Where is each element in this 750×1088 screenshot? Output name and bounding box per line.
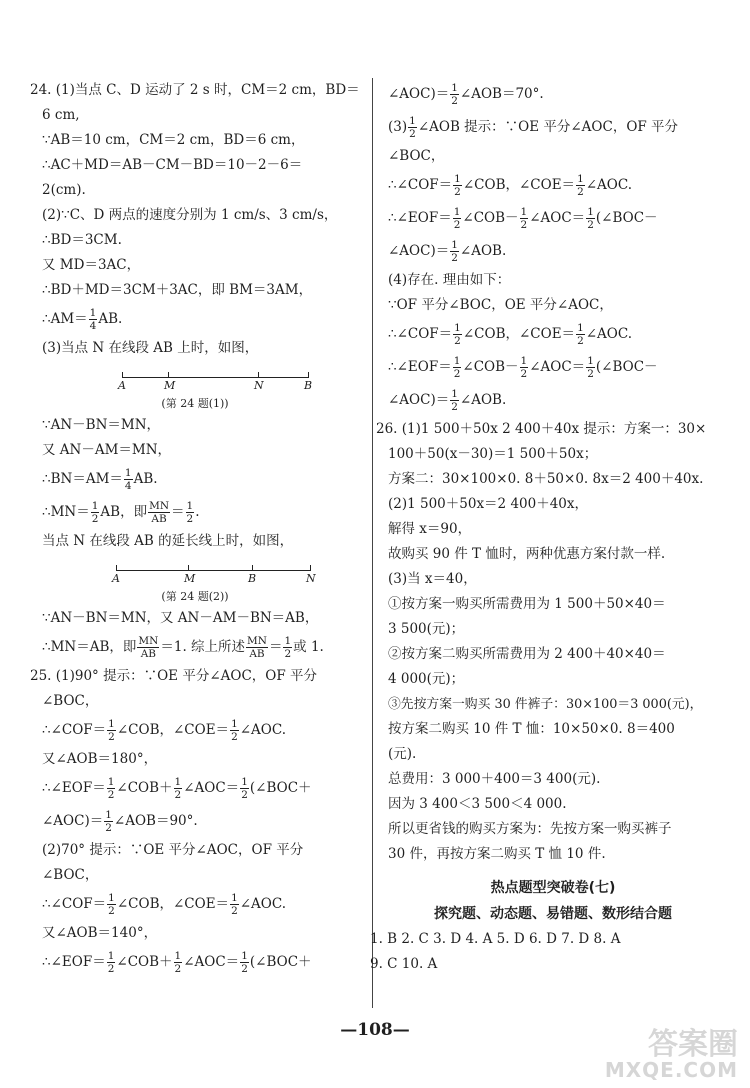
text-line: 因为 3 400＜3 500＜4 000. <box>388 796 567 812</box>
frac-den: 2 <box>231 905 238 917</box>
frac-num: 1 <box>108 892 115 904</box>
text-line: ∠BOC， <box>388 148 445 164</box>
text-line: ∵AN－BN＝MN， <box>42 417 161 433</box>
math-line <box>388 355 718 380</box>
text-line: ②按方案二购买所需费用为 2 400＋40×40＝ <box>388 646 666 662</box>
math-line <box>30 718 360 743</box>
text-span: ∴AM＝ <box>42 311 88 327</box>
text-span: ∠COB，∠COE＝ <box>462 326 576 342</box>
frac-num: 1 <box>174 776 182 788</box>
fraction <box>453 206 462 231</box>
text-line: 4 000(元)； <box>388 671 465 687</box>
frac-num: 1 <box>241 776 248 788</box>
math-line <box>30 809 360 834</box>
text-span: (∠BOC＋ <box>249 954 312 970</box>
fraction <box>137 635 159 660</box>
frac-den: 4 <box>89 320 97 332</box>
fraction <box>450 239 459 264</box>
text-line: 6 cm, <box>42 107 80 123</box>
text-span: ∠COB＋ <box>116 780 173 796</box>
point-label-a: A <box>112 572 120 585</box>
answer-key-line: 1. B 2. C 3. D 4. A 5. D 6. D 7. D 8. A <box>370 931 621 947</box>
text-line: 25. (1)90° 提示：∵OE 平分∠AOC，OF 平分 <box>30 668 317 684</box>
text-line: 当点 N 在线段 AB 的延长线上时，如图， <box>42 533 294 549</box>
fraction <box>586 206 595 231</box>
text-span: ∠AOC. <box>585 326 633 342</box>
text-span: ∴∠COF＝ <box>388 177 453 193</box>
frac-den: 2 <box>241 963 248 975</box>
fraction <box>174 950 183 975</box>
point-label-a: A <box>118 379 126 392</box>
text-span: ∠AOC. <box>239 896 287 912</box>
frac-num: 1 <box>91 500 99 512</box>
text-line: (2)70° 提示：∵OE 平分∠AOC，OF 平分 <box>42 842 304 858</box>
text-line: ∠BOC， <box>42 867 99 883</box>
frac-den: 2 <box>107 963 115 975</box>
math-line <box>30 950 360 975</box>
text-span: ∠AOC. <box>239 722 287 738</box>
frac-num: 1 <box>108 718 115 730</box>
text-line: ∵OF 平分∠BOC，OE 平分∠AOC， <box>388 297 613 313</box>
fraction <box>240 950 249 975</box>
frac-den: 2 <box>454 335 461 347</box>
math-line <box>30 307 360 332</box>
text-line: 又 MD＝3AC， <box>42 257 141 273</box>
text-line: 所以更省钱的购买方案为：先按方案一购买裤子 <box>388 821 672 837</box>
text-line: 又∠AOB＝140°， <box>42 925 158 941</box>
fraction <box>520 355 529 380</box>
frac-num: 1 <box>577 322 584 334</box>
frac-den: 2 <box>451 252 458 264</box>
fraction <box>453 173 462 198</box>
frac-den: 2 <box>231 731 238 743</box>
frac-num: 1 <box>520 206 528 218</box>
frac-num: 1 <box>124 467 132 479</box>
frac-den: 2 <box>577 186 584 198</box>
fraction <box>453 355 462 380</box>
text-span: ∠AOC＝ <box>529 210 586 226</box>
tick-m <box>188 565 189 571</box>
frac-den: 2 <box>587 368 594 380</box>
text-line: 24. (1)当点 C、D 运动了 2 s 时，CM＝2 cm，BD＝ <box>30 82 360 98</box>
text-span: ＝1. 综上所述 <box>160 639 246 655</box>
fraction <box>283 635 292 660</box>
text-span: ∠AOC＝ <box>529 359 586 375</box>
text-line: ①按方案一购买所需费用为 1 500＋50×40＝ <box>388 596 666 612</box>
frac-num: 1 <box>520 355 528 367</box>
text-span: ∴∠EOF＝ <box>42 954 106 970</box>
point-label-b: B <box>304 379 313 392</box>
frac-den: 2 <box>174 963 182 975</box>
math-line <box>30 635 360 660</box>
frac-num: 1 <box>231 718 238 730</box>
fraction <box>107 718 116 743</box>
frac-den: 4 <box>124 480 132 492</box>
answer-key-line: 9. C 10. A <box>370 956 438 972</box>
frac-num: 1 <box>451 239 458 251</box>
fraction <box>576 322 585 347</box>
frac-num: 1 <box>105 809 112 821</box>
right-column <box>370 82 718 981</box>
frac-num: 1 <box>231 892 238 904</box>
text-line: (2)1 500＋50x＝2 400＋40x， <box>388 496 589 512</box>
figure-caption: (第 24 题(1)) <box>161 397 229 410</box>
fraction <box>240 776 249 801</box>
text-span: ∴MN＝AB，即 <box>42 639 137 655</box>
text-span: ∠AOC)＝ <box>388 86 450 102</box>
text-span: ＝ <box>268 639 283 655</box>
math-line <box>388 388 718 413</box>
frac-num: 1 <box>241 950 248 962</box>
section-heading: 热点题型突破卷(七) <box>490 880 616 896</box>
text-span: ∠AOC. <box>585 177 633 193</box>
text-span: ∴∠COF＝ <box>42 896 107 912</box>
frac-den: 2 <box>108 731 115 743</box>
figure-caption: (第 24 题(2)) <box>161 590 229 603</box>
fraction <box>453 322 462 347</box>
text-line: 解得 x＝90， <box>388 521 472 537</box>
frac-den: 2 <box>91 513 99 525</box>
frac-den: 2 <box>107 789 115 801</box>
text-span: ∠COB，∠COE＝ <box>462 177 576 193</box>
math-line <box>388 115 718 140</box>
math-line <box>388 206 718 231</box>
tick-a <box>122 372 123 378</box>
fraction <box>450 388 459 413</box>
fraction <box>107 892 116 917</box>
fraction <box>520 206 529 231</box>
frac-num: 1 <box>451 388 458 400</box>
fraction <box>576 173 585 198</box>
frac-num: MN <box>247 635 267 647</box>
fraction <box>148 500 170 525</box>
text-span: ∠AOB. <box>459 243 507 259</box>
frac-den: AB <box>140 648 157 660</box>
point-label-m: M <box>184 572 196 585</box>
text-line: 又 AN－AM＝MN， <box>42 442 172 458</box>
section-subheading: 探究题、动态题、易错题、数形结合题 <box>434 906 672 922</box>
frac-num: 1 <box>107 776 115 788</box>
math-line <box>30 500 360 525</box>
frac-num: 1 <box>89 307 97 319</box>
text-span: ＝ <box>171 504 185 520</box>
frac-den: 2 <box>186 513 194 525</box>
math-line <box>388 82 718 107</box>
fraction <box>107 776 116 801</box>
figure-segment-2 <box>30 558 360 604</box>
figure-segment-1 <box>30 365 360 411</box>
text-line: 又∠AOB＝180°， <box>42 751 158 767</box>
frac-num: MN <box>138 635 159 647</box>
frac-den: 2 <box>174 789 182 801</box>
point-label-n: N <box>306 572 316 585</box>
frac-den: 2 <box>108 905 115 917</box>
text-span: ∴BN＝AM＝ <box>42 471 123 487</box>
text-span: ∠AOC＝ <box>183 780 240 796</box>
fraction <box>89 307 98 332</box>
frac-num: 1 <box>587 206 594 218</box>
fraction <box>230 718 239 743</box>
math-line <box>388 322 718 347</box>
tick-m <box>168 372 169 378</box>
text-line: 总费用：3 000＋400＝3 400(元). <box>388 771 601 787</box>
text-line: 方案二：30×100×0. 8＋50×0. 8x＝2 400＋40x. <box>388 471 704 487</box>
fraction <box>186 500 195 525</box>
text-span: ∠AOC＝ <box>183 954 240 970</box>
text-line: ③先按方案一购买 30 件裤子：30×100＝3 000(元)， <box>388 697 703 712</box>
text-line: 3 500(元)； <box>388 621 465 637</box>
fraction <box>246 635 268 660</box>
watermark-logo <box>604 1027 738 1082</box>
text-span: ∠AOC)＝ <box>42 813 104 829</box>
point-label-b: B <box>248 572 257 585</box>
text-span: (∠BOC＋ <box>249 780 312 796</box>
frac-den: 2 <box>520 368 528 380</box>
tick-a <box>116 565 117 571</box>
tick-n <box>258 372 259 378</box>
frac-den: 2 <box>453 368 461 380</box>
segment-line <box>122 377 308 378</box>
tick-b <box>308 372 309 378</box>
text-span: ∠AOB＝90°. <box>113 813 198 829</box>
text-span: ∠AOC)＝ <box>388 243 450 259</box>
text-span: ∠COB，∠COE＝ <box>116 722 230 738</box>
text-line: ∵AB＝10 cm，CM＝2 cm，BD＝6 cm， <box>42 132 305 148</box>
frac-den: 2 <box>454 186 461 198</box>
text-span: . <box>195 504 200 520</box>
text-line: ∠BOC， <box>42 693 99 709</box>
math-line <box>30 892 360 917</box>
frac-num: 1 <box>587 355 594 367</box>
point-label-n: N <box>254 379 264 392</box>
text-line: ∵AN－BN＝MN，又 AN－AM－BN＝AB， <box>42 610 319 626</box>
text-line: 30 件，再按方案二购买 T 恤 10 件. <box>388 846 606 862</box>
text-line: (3)当点 N 在线段 AB 上时，如图， <box>42 340 259 356</box>
text-line: ∴AC＋MD＝AB－CM－BD＝10－2－6＝ <box>42 157 303 173</box>
frac-num: 1 <box>107 950 115 962</box>
text-span: (3) <box>388 119 408 135</box>
text-span: ∴∠COF＝ <box>388 326 453 342</box>
watermark-text: 答案圈 <box>648 1027 738 1062</box>
fraction <box>124 467 133 492</box>
math-line <box>388 239 718 264</box>
text-span: ∠COB，∠COE＝ <box>116 896 230 912</box>
segment-line <box>116 570 310 571</box>
frac-num: 1 <box>453 355 461 367</box>
math-line <box>388 173 718 198</box>
text-span: ∴∠COF＝ <box>42 722 107 738</box>
fraction <box>230 892 239 917</box>
frac-den: 2 <box>409 128 416 140</box>
fraction <box>408 115 417 140</box>
frac-num: 1 <box>453 206 461 218</box>
frac-den: 2 <box>453 219 461 231</box>
point-label-m: M <box>164 379 176 392</box>
text-span: ∴∠EOF＝ <box>388 359 452 375</box>
text-line: 100＋50(x－30)＝1 500＋50x； <box>388 446 598 462</box>
text-span: (∠BOC－ <box>595 359 658 375</box>
frac-den: 2 <box>451 95 458 107</box>
text-line: (3)当 x＝40， <box>388 571 477 587</box>
frac-den: 2 <box>577 335 584 347</box>
fraction <box>450 82 459 107</box>
text-span: ∠AOB. <box>459 392 507 408</box>
frac-den: 2 <box>284 648 292 660</box>
text-span: AB. <box>98 311 123 327</box>
text-span: 或 1. <box>293 639 324 655</box>
page-number: —108— <box>340 1020 410 1040</box>
frac-den: AB <box>151 513 167 525</box>
text-span: (∠BOC－ <box>595 210 658 226</box>
frac-num: MN <box>149 500 170 512</box>
frac-num: 1 <box>454 322 461 334</box>
frac-num: 1 <box>174 950 182 962</box>
text-line: (2)∵C、D 两点的速度分别为 1 cm/s、3 cm/s， <box>42 207 338 223</box>
text-span: ∠COB＋ <box>116 954 173 970</box>
frac-num: 1 <box>409 115 416 127</box>
fraction <box>107 950 116 975</box>
text-span: AB. <box>133 471 158 487</box>
text-span: ∠AOB 提示：∵OE 平分∠AOC，OF 平分 <box>417 119 679 135</box>
left-column <box>30 82 360 983</box>
tick-n <box>310 565 311 571</box>
column-divider <box>372 78 373 1008</box>
fraction <box>91 500 100 525</box>
math-line <box>30 776 360 801</box>
text-span: ∠AOB＝70°. <box>459 86 544 102</box>
frac-den: 2 <box>520 219 528 231</box>
text-line: ∴BD＋MD＝3CM＋3AC，即 BM＝3AM， <box>42 282 313 298</box>
text-span: ∴MN＝ <box>42 504 90 520</box>
text-line: 故购买 90 件 T 恤时，两种优惠方案付款一样. <box>388 546 666 562</box>
text-line: (元). <box>388 746 417 762</box>
frac-den: AB <box>249 648 265 660</box>
text-line: ∴BD＝3CM. <box>42 232 122 248</box>
text-span: AB，即 <box>100 504 148 520</box>
text-span: ∴∠EOF＝ <box>42 780 106 796</box>
math-line <box>30 467 360 492</box>
frac-num: 1 <box>451 82 458 94</box>
frac-num: 1 <box>284 635 292 647</box>
frac-num: 1 <box>577 173 584 185</box>
watermark-url: MXQE.COM <box>604 1058 738 1082</box>
text-line: 按方案二购买 10 件 T 恤：10×50×0. 8＝400 <box>388 721 675 737</box>
fraction <box>174 776 183 801</box>
fraction <box>586 355 595 380</box>
text-span: ∠COB－ <box>462 359 519 375</box>
text-span: ∴∠EOF＝ <box>388 210 452 226</box>
frac-den: 2 <box>241 789 248 801</box>
frac-num: 1 <box>454 173 461 185</box>
text-line: (4)存在. 理由如下： <box>388 272 511 288</box>
text-span: ∠COB－ <box>462 210 519 226</box>
text-line: 2(cm). <box>42 182 86 198</box>
frac-den: 2 <box>451 401 458 413</box>
frac-den: 2 <box>587 219 594 231</box>
frac-den: 2 <box>105 822 112 834</box>
frac-num: 1 <box>186 500 194 512</box>
text-line: 26. (1)1 500＋50x 2 400＋40x 提示：方案一：30× <box>376 421 707 437</box>
fraction <box>104 809 113 834</box>
text-span: ∠AOC)＝ <box>388 392 450 408</box>
tick-b <box>252 565 253 571</box>
